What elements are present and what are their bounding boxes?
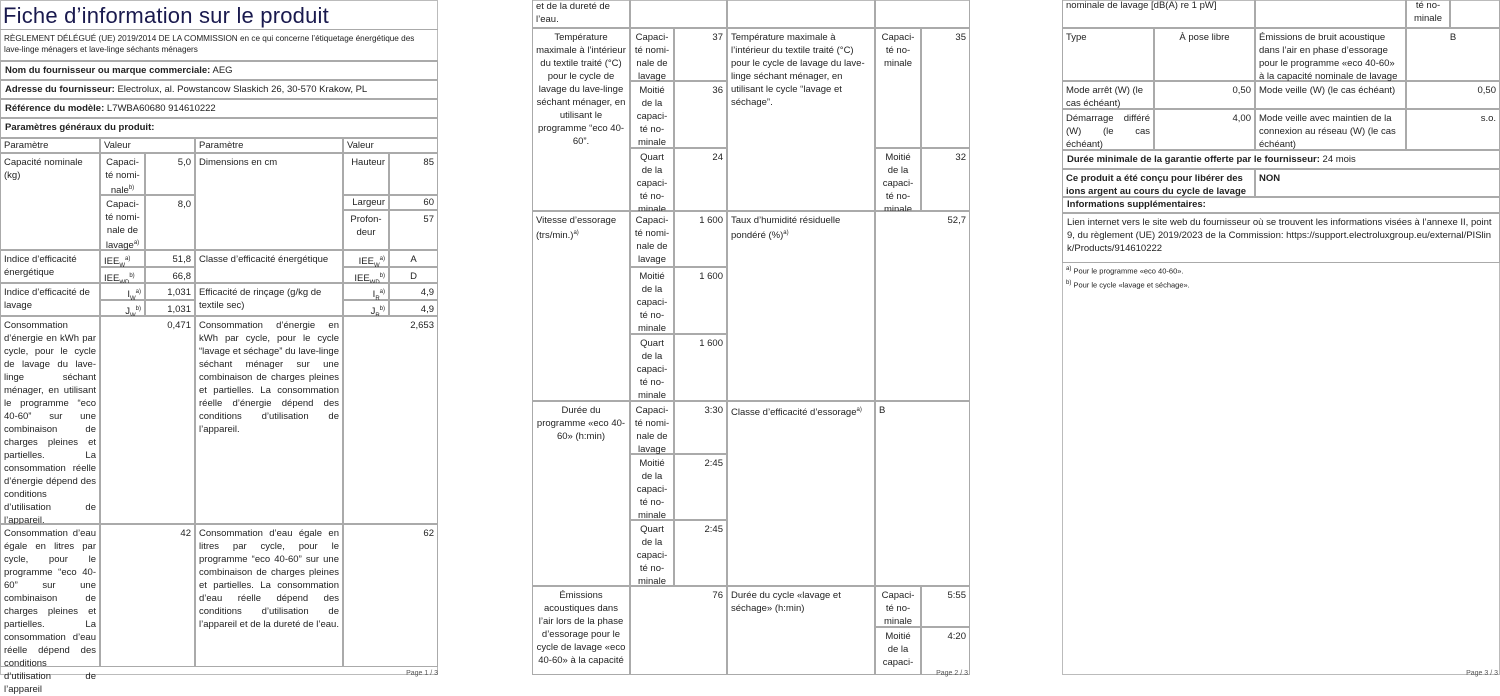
energy-class-label: Classe d’efficacité énergétique (195, 250, 343, 283)
off-mode-label: Mode arrêt (W) (le cas échéant) (1062, 81, 1154, 109)
page-title: Fiche d’information sur le produit (3, 3, 329, 28)
ieewd-label: $IEE_{WD}^{b)}$ (100, 267, 145, 283)
footnote-a: $^{a)}$ Pour le programme «eco 40-60». (1066, 266, 1184, 276)
jr-label: $J_R^{b)}$ (343, 300, 389, 316)
wd-dur-half-label: Moitié de la capaci- (875, 627, 921, 675)
energy-cons-label: Consommation d’énergie en kWh par cycle, pour le cycle de lavage du lave-linge séchant ménager, en utilisant le programme “eco 40-60” sur une combinaison de charges pleines et partielles. La consommation réelle d’énergie dépend des conditions d’utilisation de l’appareil. (0, 316, 100, 524)
temp-half-label: Moitié de la capaci-té no-minale (630, 81, 674, 148)
spin-class-value: B (875, 401, 970, 586)
footnote-b: $^{b)}$ Pour le cycle «lavage et séchage». (1066, 280, 1190, 290)
networked-value: s.o. (1406, 109, 1500, 150)
cap-washing-value: 5,0 (145, 153, 195, 195)
warranty-value: 24 mois (1322, 154, 1356, 165)
energy-wd-value: 2,653 (343, 316, 438, 524)
standby-label: Mode veille (W) (le cas échéant) (1255, 81, 1406, 109)
ir-value: 4,9 (389, 283, 438, 300)
noise-cont-label: nominale de lavage [dB(A) re 1 pW] (1062, 0, 1255, 28)
cont-text: et de la dureté de l’eau. (532, 0, 630, 28)
page-2 (532, 0, 970, 679)
moisture-value: 52,7 (875, 211, 970, 401)
width-value: 60 (389, 195, 438, 210)
temp-half-value: 36 (674, 81, 727, 148)
ir-label: $I_R^{a)}$ (343, 283, 389, 300)
water-wd-value: 62 (343, 524, 438, 667)
model-value: L7WBA60680 914610222 (106, 103, 216, 114)
temp-wd-label: Température maximale à l’intérieur du textile traité (°C) pour le cycle de lavage du lave-linge séchant ménager, en utilisant le cycle “lavage et séchage”. (727, 28, 875, 211)
width-label: Largeur (343, 195, 389, 210)
noise-label: Émissions acoustiques dans l’air lors de la phase d’essorage pour le cycle de lavage «eco 40-60» à la capacité (532, 586, 630, 675)
silver-value: NON (1255, 169, 1500, 197)
energy-cons-value: 0,471 (100, 316, 195, 524)
temp-quarter-label: Quart de la capaci-té no-minale (630, 148, 674, 211)
temp-wd-half-value: 32 (921, 148, 970, 211)
header-value-2: Valeur (343, 138, 438, 153)
class-wd-label: $IEE_{WD}^{b)}$ (343, 267, 389, 283)
jr-value: 4,9 (389, 300, 438, 316)
spin-half-label: Moitié de la capaci-té no-minale (630, 267, 674, 334)
model-label: Référence du modèle: (5, 103, 105, 114)
eei-label: Indice d’efficacité énergétique (0, 250, 100, 283)
off-mode-value: 0,50 (1154, 81, 1255, 109)
water-value: 42 (100, 524, 195, 667)
warranty-label: Durée minimale de la garantie offerte par le fournisseur: (1067, 154, 1320, 165)
supplier-address-row (0, 80, 438, 99)
duration-label: Durée du programme «eco 40-60» (h:min) (532, 401, 630, 586)
delay-label: Démarrage différé (W) (le cas échéant) (1062, 109, 1154, 150)
additional-label: Informations supplémentaires: (1062, 197, 1500, 213)
supplier-name-label: Nom du fournisseur ou marque commerciale: (5, 65, 211, 76)
type-value: À pose libre (1154, 28, 1255, 81)
depth-value: 57 (389, 210, 438, 250)
page-1 (0, 0, 440, 695)
temp-wd-full-value: 35 (921, 28, 970, 148)
noise-class-label: Émissions de bruit acoustique dans l’air en phase d’essorage pour le programme «eco 40-60» à la capacité nominale de lavage (1255, 28, 1406, 81)
cont-empty-2 (727, 0, 875, 28)
header-value-1: Valeur (100, 138, 195, 153)
regulation-text: RÈGLEMENT DÉLÉGUÉ (UE) 2019/2014 DE LA COMMISSION en ce qui concerne l’étiquetage énergétique des lave-linge ménagers et lave-linge séchants ménagers (0, 29, 438, 61)
header-param-1: Paramètre (0, 138, 100, 153)
capacity-label: Capacité nominale (kg) (0, 153, 100, 250)
jw-label: $J_W^{b)}$ (100, 300, 145, 316)
supplier-address-label: Adresse du fournisseur: (5, 84, 115, 95)
supplier-name-value: AEG (212, 65, 233, 76)
noise-cont-right: té no-minale (1406, 0, 1450, 28)
header-param-2: Paramètre (195, 138, 343, 153)
spin-quarter-value: 1 600 (674, 334, 727, 401)
cont-empty-3 (875, 0, 970, 28)
page-3 (1062, 0, 1500, 679)
type-label: Type (1062, 28, 1154, 81)
temp-full-label: Capaci-té nomi-nale de lavage (630, 28, 674, 81)
delay-value: 4,00 (1154, 109, 1255, 150)
wd-dur-full-value: 5:55 (921, 586, 970, 627)
spin-quarter-label: Quart de la capaci-té no-minale (630, 334, 674, 401)
standby-value: 0,50 (1406, 81, 1500, 109)
supplier-address-value: Electrolux, al. Powstancow Slaskich 26, 30-570 Krakow, PL (117, 84, 368, 95)
noise-class-value: B (1406, 28, 1500, 81)
ieew-label: $IEE_W^{a)}$ (100, 250, 145, 267)
class-wd-value: D (389, 267, 438, 283)
temp-wd-full-label: Capaci-té no-minale (875, 28, 921, 148)
dur-half-label: Moitié de la capaci-té no-minale (630, 454, 674, 520)
cont-empty-1 (630, 0, 727, 28)
rinse-label: Efficacité de rinçage (g/kg de textile sec) (195, 283, 343, 316)
ieewd-value: 66,8 (145, 267, 195, 283)
spin-class-label: Classe d’efficacité d’essorage$^{a)}$ (727, 401, 875, 586)
ieew-value: 51,8 (145, 250, 195, 267)
water-wd-label: Consommation d’eau égale en litres par cycle, pour le programme “eco 40-60” sur une combinaison de charges pleines et partielles. La consommation d’eau réelle dépend des conditions d’utilisation de l’appareil et de la dureté de l’eau. (195, 524, 343, 667)
networked-label: Mode veille avec maintien de la connexion au réseau (W) (le cas échéant) (1255, 109, 1406, 150)
cap-washing-label: Capaci-té nomi-nale$^{b)}$ (100, 153, 145, 195)
energy-wd-label: Consommation d’énergie en kWh par cycle, pour le cycle “lavage et séchage” du lave-linge séchant ménager sur une combinaison de charges pleines et partielles. La consommation réelle d’énergie dépend des conditions d’utilisation de l’appareil. (195, 316, 343, 524)
iw-value: 1,031 (145, 283, 195, 300)
washing-eff-label: Indice d’efficacité de lavage (0, 283, 100, 316)
moisture-label: Taux d’humidité résiduelle pondéré (%)$^{a)}$ (727, 211, 875, 401)
silver-label: Ce produit a été conçu pour libérer des ions argent au cours du cycle de lavage (1062, 169, 1255, 197)
spin-label: Vitesse d’essorage $(trs/\min.)^{a)}$ (532, 211, 630, 401)
dur-quarter-value: 2:45 (674, 520, 727, 586)
cap-drying-label: Capaci-té nomi-nale de lavage$^{a)}$ (100, 195, 145, 250)
height-label: Hauteur (343, 153, 389, 195)
page-number: Page 2 / 3 (936, 670, 968, 677)
model-row (0, 99, 438, 118)
dur-quarter-label: Quart de la capaci-té no-minale (630, 520, 674, 586)
temp-wd-half-label: Moitié de la capaci-té no-minale (875, 148, 921, 211)
general-params-label: Paramètres généraux du produit: (0, 118, 438, 138)
depth-label: Profon-deur (343, 210, 389, 250)
noise-cont-empty-2 (1450, 0, 1500, 28)
temp-quarter-value: 24 (674, 148, 727, 211)
page-number: Page 1 / 3 (406, 670, 438, 677)
temp-full-value: 37 (674, 28, 727, 81)
cap-drying-value: 8,0 (145, 195, 195, 250)
jw-value: 1,031 (145, 300, 195, 316)
spin-full-value: 1 600 (674, 211, 727, 267)
link-text: Lien internet vers le site web du fournisseur où se trouvent les informations visées à l’annexe II, point 9, du règlement (UE) 2019/2023 de la Commission: https://support.electroluxgroup.eu/external/PISlink/Products/914610222 (1062, 213, 1500, 263)
dur-full-value: 3:30 (674, 401, 727, 454)
warranty-row (1062, 150, 1500, 169)
dur-half-value: 2:45 (674, 454, 727, 520)
wd-duration-label: Durée du cycle «lavage et séchage» (h:min) (727, 586, 875, 675)
dur-full-label: Capaci-té nomi-nale de lavage (630, 401, 674, 454)
wd-dur-half-value: 4:20 (921, 627, 970, 675)
dimensions-label: Dimensions en cm (195, 153, 343, 250)
spin-half-value: 1 600 (674, 267, 727, 334)
temp-label: Température maximale à l’intérieur du textile traité (°C) pour le cycle de lavage du lave-linge séchant ménager, en utilisant le programme “eco 40-60”. (532, 28, 630, 211)
class-w-value: A (389, 250, 438, 267)
wd-dur-full-label: Capaci-té no-minale (875, 586, 921, 627)
supplier-name-row (0, 61, 438, 80)
noise-cont-empty (1255, 0, 1406, 28)
spin-full-label: Capaci-té nomi-nale de lavage (630, 211, 674, 267)
class-w-label: $IEE_W^{a)}$ (343, 250, 389, 267)
water-label: Consommation d’eau égale en litres par cycle, pour le programme “eco 40-60” sur une combinaison de charges pleines et partielles. La consommation d’eau réelle dépend des conditions d’utilisation de l’appareil (0, 524, 100, 667)
iw-label: $I_W^{a)}$ (100, 283, 145, 300)
page-number: Page 3 / 3 (1466, 670, 1498, 677)
height-value: 85 (389, 153, 438, 195)
noise-value: 76 (630, 586, 727, 675)
